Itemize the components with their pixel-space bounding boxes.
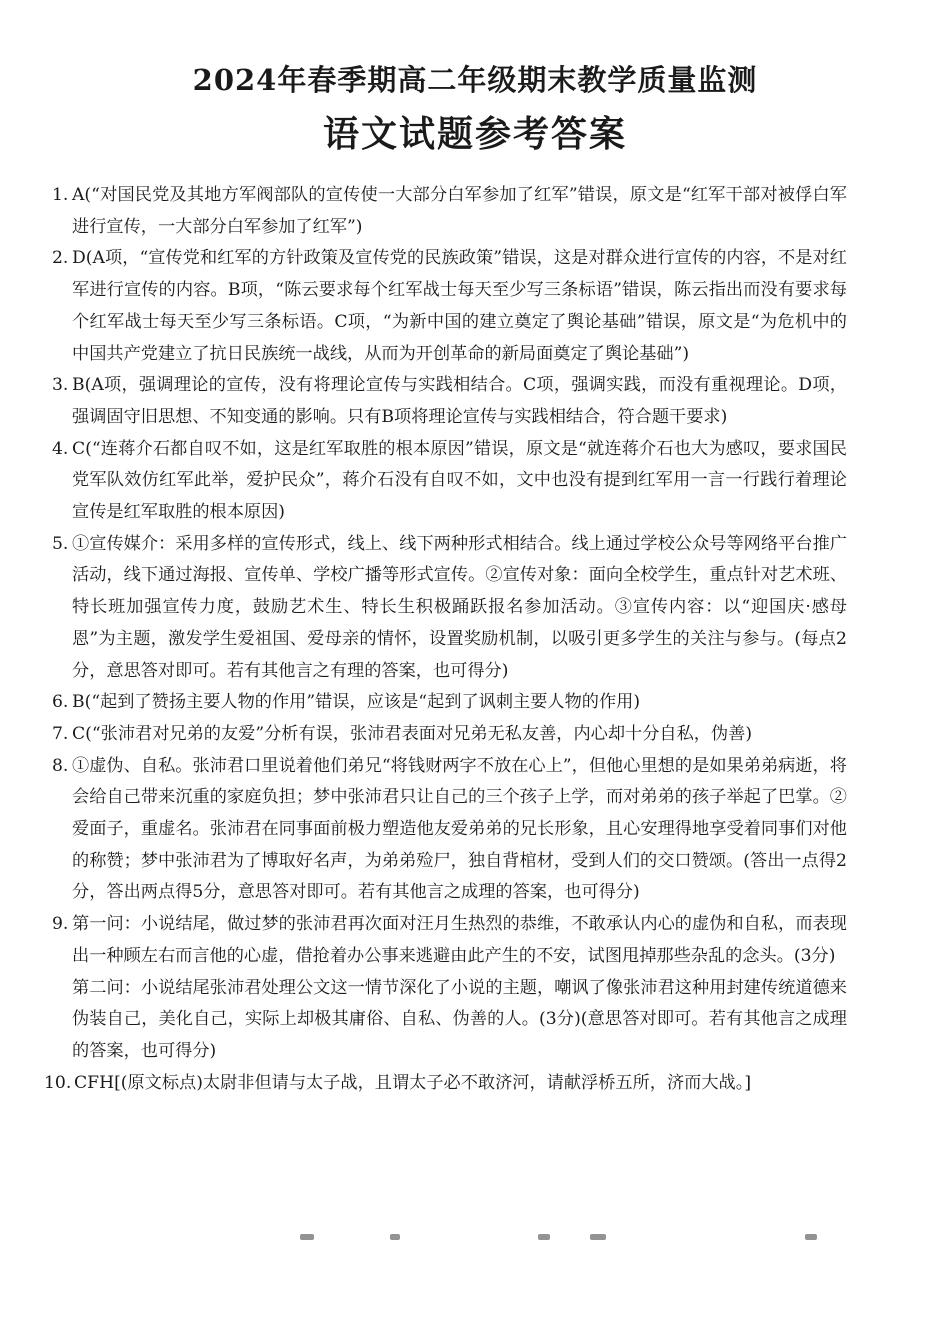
answer-text: A(“对国民党及其地方军阀部队的宣传使一大部分白军参加了红军”错误，原文是“红军干部对被俘白军进行宣传，一大部分白军参加了红军”) <box>72 185 847 237</box>
cut-off-glyph <box>390 1234 400 1240</box>
cut-off-next-line <box>300 1234 820 1244</box>
exam-title: 2024年春季期高二年级期末教学质量监测 <box>192 63 758 97</box>
item-number: 6. <box>52 692 69 713</box>
answer-text-part1: 第一问：小说结尾，做过梦的张沛君再次面对汪月生热烈的恭维，不敢承认内心的虚伪和自私，而表现出一种顾左右而言他的心虚，借抢着办公事来逃避由此产生的不安，试图甩掉那些杂乱的念头。(3分) <box>72 914 847 966</box>
answer-text-part2: 第二问：小说结尾张沛君处理公文这一情节深化了小说的主题，嘲讽了像张沛君这种用封建传统道德来伪装自己，美化自己，实际上却极其庸俗、自私、伪善的人。(3分)(意思答对即可。若有其他言之成理的答案，也可得分) <box>72 977 847 1061</box>
answer-item <box>52 719 847 751</box>
cut-off-glyph <box>805 1234 817 1240</box>
item-number: 9. <box>52 914 69 935</box>
cut-off-glyph <box>590 1234 606 1240</box>
item-body <box>72 751 847 910</box>
answer-text: B(A项，强调理论的宣传，没有将理论宣传与实践相结合。C项，强调实践，而没有重视理论。D项，强调固守旧思想、不知变通的影响。只有B项将理论宣传与实践相结合，符合题干要求) <box>72 375 847 427</box>
item-number: 4. <box>52 438 69 459</box>
item-body <box>72 687 847 719</box>
answer-item <box>52 180 847 243</box>
cut-off-glyph <box>538 1234 550 1240</box>
item-body <box>72 909 847 1068</box>
answer-text: B(“起到了赞扬主要人物的作用”错误，应该是“起到了讽刺主要人物的作用) <box>72 692 641 713</box>
answer-item <box>52 370 847 433</box>
answer-text: ①宣传媒介：采用多样的宣传形式，线上、线下两种形式相结合。线上通过学校公众号等网络平台推广活动，线下通过海报、宣传单、学校广播等形式宣传。②宣传对象：面向全校学生，重点针对艺术班、特长班加强宣传力度，鼓励艺术生、特长生积极踊跃报名参加活动。③宣传内容：以“迎国庆·感母恩”为主题，激发学生爱祖国、爱母亲的情怀，设置奖励机制，以吸引更多学生的关注与参与。(每点2分，意思答对即可。若有其他言之有理的答案，也可得分) <box>72 533 847 681</box>
item-body <box>72 180 847 243</box>
answer-text: D(A项，“宣传党和红军的方针政策及宣传党的民族政策”错误，这是对群众进行宣传的内容，不是对红军进行宣传的内容。B项，“陈云要求每个红军战士每天至少写三条标语”错误，陈云指出而没有要求每个红军战士每天至少写三条标语。C项，“为新中国的建立奠定了舆论基础”错误，原文是“为危机中的中国共产党建立了抗日民族统一战线，从而为开创革命的新局面奠定了舆论基础”) <box>72 248 847 364</box>
item-number: 7. <box>52 723 69 744</box>
item-number: 5. <box>52 533 69 554</box>
answer-text: C(“张沛君对兄弟的友爱”分析有误，张沛君表面对兄弟无私友善，内心却十分自私，伪善) <box>72 723 753 744</box>
item-number: 2. <box>52 248 69 269</box>
answer-item <box>52 687 847 719</box>
answer-text: C(“连蒋介石都自叹不如，这是红军取胜的根本原因”错误，原文是“就连蒋介石也大为感叹，要求国民党军队效仿红军此举，爱护民众”，蒋介石没有自叹不如，文中也没有提到红军用一言一行践行着理论宣传是红军取胜的根本原因) <box>72 438 847 523</box>
item-body <box>74 1068 847 1100</box>
item-body <box>72 719 847 751</box>
answer-item <box>52 751 847 910</box>
answer-item <box>52 434 847 529</box>
answer-text: ①虚伪、自私。张沛君口里说着他们弟兄“将钱财两字不放在心上”，但他心里想的是如果弟弟病逝，将会给自己带来沉重的家庭负担；梦中张沛君只让自己的三个孩子上学，而对弟弟的孩子举起了巴掌。②爱面子，重虚名。张沛君在同事面前极力塑造他友爱弟弟的兄长形象，且心安理得地享受着同事们对他的称赞；梦中张沛君为了博取好名声，为弟弟殓尸，独自背棺材，受到人们的交口赞颂。(答出一点得2分，答出两点得5分，意思答对即可。若有其他言之成理的答案，也可得分) <box>72 755 847 903</box>
item-number: 10. <box>44 1072 72 1093</box>
answer-list <box>44 180 847 1099</box>
answer-item <box>52 529 847 688</box>
item-number: 8. <box>52 755 69 776</box>
item-body <box>72 370 847 433</box>
cut-off-glyph <box>300 1234 314 1240</box>
item-body <box>72 243 847 370</box>
item-body <box>72 529 847 688</box>
item-body <box>72 434 847 529</box>
item-number: 1. <box>52 185 69 205</box>
answer-item <box>44 1068 847 1100</box>
answer-item <box>52 243 847 370</box>
answer-key-title: 语文试题参考答案 <box>322 113 627 155</box>
item-number: 3. <box>52 375 69 396</box>
answer-text: CFH[(原文标点)太尉非但请与太子战，且谓太子必不敢济河，请献浮桥五所，济而大战。] <box>74 1072 752 1093</box>
answer-item <box>52 909 847 1068</box>
